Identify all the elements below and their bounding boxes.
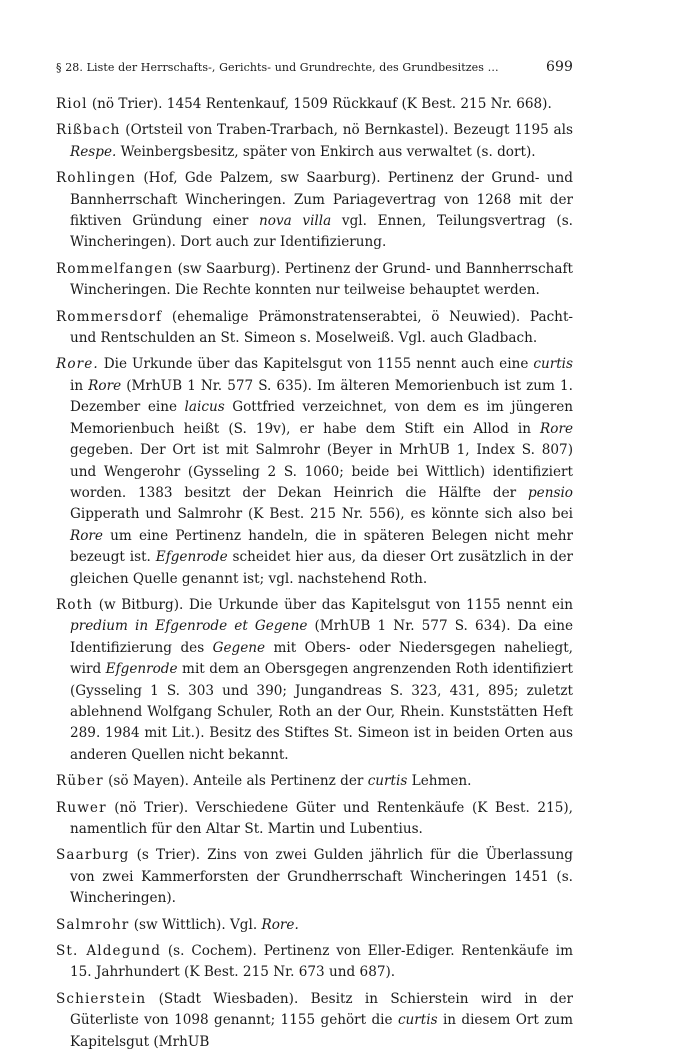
page-number: 699 bbox=[545, 59, 573, 75]
entry-text: (Hof, Gde Palzem, sw Saarburg). Pertinenz der Grund- und Bannherrschaft Wincheringen. Zum Pariagevertrag von 1268 mit der fiktiven Gründung einer bbox=[70, 170, 573, 230]
entry-text: Lehmen. bbox=[407, 773, 472, 790]
entry-text: (MrhUB 1 Nr. 577 S. 634). Da eine Identifizierung des bbox=[70, 618, 573, 656]
running-header bbox=[56, 59, 573, 75]
entry-text: (nö Trier). Verschiedene Güter und Rentenkäufe (K Best. 215), namentlich für den Altar St. Martin und Lubentius. bbox=[70, 799, 573, 837]
entry-headword: Roth bbox=[56, 596, 94, 613]
entry-text: in diesem Ort zum Kapitelsgut (MrhUB bbox=[70, 1012, 573, 1050]
entry-italic-term: curtis bbox=[533, 356, 573, 373]
entry-headword: Salmrohr bbox=[56, 916, 130, 933]
entry-italic-term: predium in Efgenrode et Gegene bbox=[70, 618, 308, 635]
entry-text: um eine Pertinenz handeln, die in späteren Belegen nicht mehr bezeugt ist. bbox=[70, 527, 573, 566]
entry-italic-term: laicus bbox=[184, 399, 225, 416]
entry-headword: Rißbach bbox=[56, 122, 121, 139]
entry-italic-term: Efgenrode bbox=[155, 549, 228, 566]
entry-text: Gottfried verzeichnet, von dem es im jüngeren Memorienbuch heißt (S. 19v), er habe dem Stift ein Allod in bbox=[70, 399, 574, 437]
gazetteer-entry bbox=[56, 259, 573, 302]
entry-italic-term: Efgenrode bbox=[105, 661, 178, 678]
entry-text: (sw Wittlich). Vgl. bbox=[129, 916, 262, 933]
entry-italic-term: pensio bbox=[527, 484, 573, 501]
entry-italic-term: Rore bbox=[70, 527, 103, 544]
gazetteer-entry bbox=[56, 771, 573, 792]
entry-headword: Rore. bbox=[56, 356, 99, 373]
entry-text: (sw Saarburg). Pertinenz der Grund- und Bannherrschaft Wincheringen. Die Rechte konnten nur teilweise behauptet werden. bbox=[70, 260, 573, 299]
gazetteer-entry bbox=[56, 595, 573, 766]
entry-italic-term: Respe. bbox=[70, 143, 117, 160]
entry-headword: Ruwer bbox=[56, 799, 107, 816]
entry-text: (Stadt Wiesbaden). Besitz in Schierstein wird in der Güterliste von 1098 genannt; 1155 gehört die bbox=[70, 990, 573, 1029]
entry-text: vgl. Ennen, Teilungsvertrag (s. Wincheringen). Dort auch zur Identifizierung. bbox=[70, 213, 574, 251]
gazetteer-entry bbox=[56, 354, 573, 589]
gazetteer-entry bbox=[56, 915, 573, 936]
entry-list bbox=[56, 94, 573, 1058]
entry-text: in bbox=[70, 377, 89, 394]
entry-headword: Riol bbox=[56, 96, 88, 112]
entry-headword: Rommelfangen bbox=[56, 260, 174, 277]
gazetteer-entry bbox=[56, 168, 573, 254]
entry-text: Weinbergsbesitz, später von Enkirch aus verwaltet (s. dort). bbox=[116, 143, 536, 160]
entry-text: (MrhUB 1 Nr. 577 S. 635). Im älteren Memorienbuch ist zum 1. Dezember eine bbox=[70, 377, 573, 416]
entry-italic-term: Gegene bbox=[212, 639, 266, 656]
entry-text: gegeben. Der Ort ist mit Salmrohr (Beyer in MrhUB 1, Index S. 807) und Wengerohr (Gysseling 2 S. 1060; beide bei Wittlich) identifiziert worden. 1383 besitzt der Dekan Heinrich die Hälfte der bbox=[70, 442, 573, 501]
gazetteer-entry bbox=[56, 94, 573, 115]
entry-text: (Ortsteil von Traben-Trarbach, nö Bernkastel). Bezeugt 1195 als bbox=[120, 122, 573, 139]
entry-headword: Rohlingen bbox=[56, 170, 137, 187]
entry-text: (ehemalige Prämonstratenserabtei, ö Neuwied). Pacht- und Rentschulden an St. Simeon s. Moselweiß. Vgl. auch Gladbach. bbox=[70, 308, 573, 347]
entry-text: scheidet hier aus, da dieser Ort zusätzlich in der gleichen Quelle genannt ist; vgl. nachstehend Roth. bbox=[70, 549, 573, 587]
entry-text: mit Obers- oder Niedersgegen naheliegt, wird bbox=[70, 639, 573, 678]
entry-italic-term: curtis bbox=[367, 773, 408, 790]
entry-headword: Saarburg bbox=[56, 847, 130, 864]
entry-headword: St. Aldegund bbox=[56, 943, 161, 960]
entry-italic-term: Rore bbox=[540, 420, 573, 437]
gazetteer-entry bbox=[56, 307, 573, 350]
entry-text: (s Trier). Zins von zwei Gulden jährlich für die Überlassung von zwei Kammerforsten der Grundherrschaft Wincheringen 1451 (s. Wincheringen). bbox=[70, 847, 573, 907]
gazetteer-entry bbox=[56, 845, 573, 909]
gazetteer-entry bbox=[56, 798, 573, 841]
entry-headword: Schierstein bbox=[56, 990, 147, 1007]
gazetteer-entry bbox=[56, 120, 573, 163]
entry-text: (sö Mayen). Anteile als Pertinenz der bbox=[103, 773, 368, 790]
entry-text: (s. Cochem). Pertinenz von Eller-Ediger. Rentenkäufe im 15. Jahrhundert (K Best. 215 Nr. 673 und 687). bbox=[70, 943, 573, 981]
gazetteer-entry bbox=[56, 941, 573, 984]
entry-text: mit dem an Obersgegen angrenzenden Roth identifiziert (Gysseling 1 S. 303 und 390; Jungandreas S. 323, 431, 895; zuletzt ablehnend Wolfgang Schuler, Roth an der Our, Rhein. Kunststätten Heft 289. 1984 mit Lit.). Besitz des Stiftes St. Simeon ist in beiden Orten aus anderen Quellen nicht bekannt. bbox=[70, 661, 573, 763]
entry-italic-term: curtis bbox=[397, 1012, 438, 1029]
entry-italic-term: nova villa bbox=[259, 213, 332, 230]
entry-headword: Rommersdorf bbox=[56, 308, 163, 325]
entry-headword: Rüber bbox=[56, 773, 104, 790]
entry-italic-term: Rore. bbox=[261, 916, 299, 933]
entry-italic-term: Rore bbox=[88, 377, 122, 394]
running-title: § 28. Liste der Herrschafts-, Gerichts- und Grundrechte, des Grundbesitzes … bbox=[56, 61, 499, 74]
entry-text: (nö Trier). 1454 Rentenkauf, 1509 Rückkauf (K Best. 215 Nr. 668). bbox=[87, 96, 552, 112]
gazetteer-entry bbox=[56, 989, 573, 1053]
entry-text: (w Bitburg). Die Urkunde über das Kapitelsgut von 1155 nennt ein bbox=[93, 596, 573, 613]
entry-text: Gipperath und Salmrohr (K Best. 215 Nr. 556), es könnte sich also bei bbox=[70, 506, 573, 523]
entry-text: Die Urkunde über das Kapitelsgut von 1155 nennt auch eine bbox=[98, 356, 534, 373]
